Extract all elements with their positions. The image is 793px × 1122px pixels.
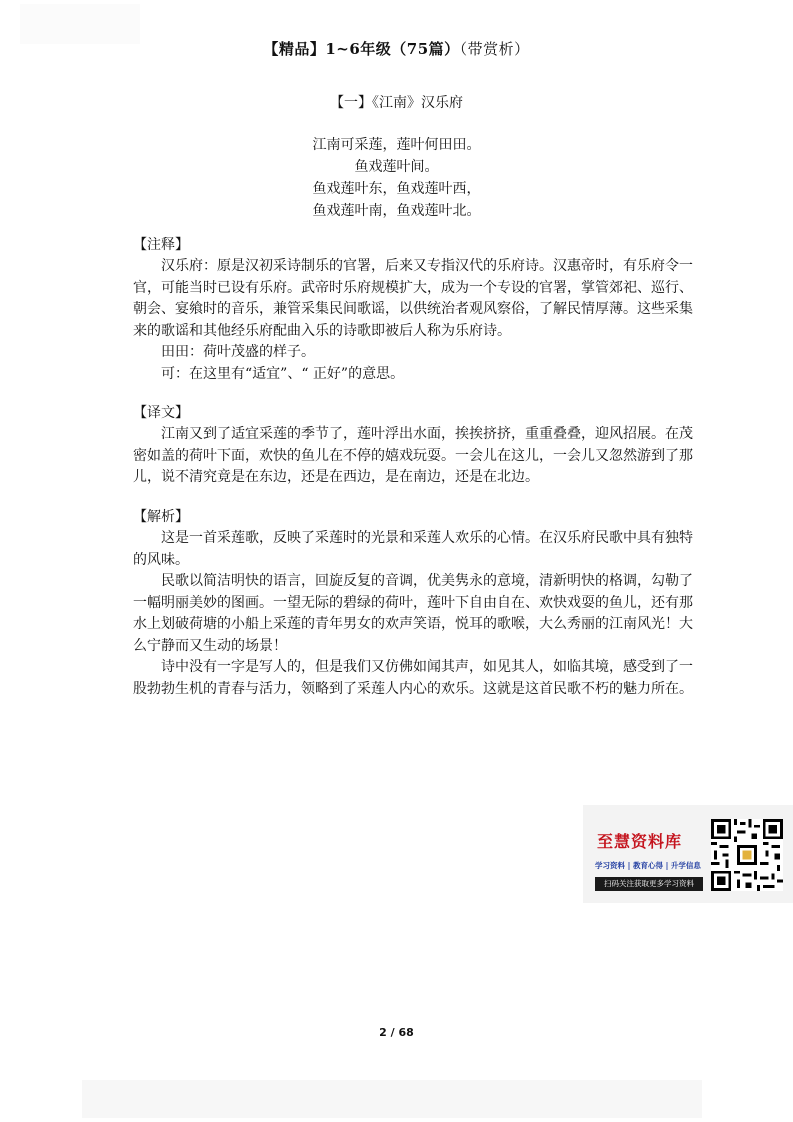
notes-heading: 【注释】 xyxy=(133,237,189,253)
document-title xyxy=(0,38,793,59)
analysis-paragraph: 诗中没有一字是写人的，但是我们又仿佛如闻其声，如见其人，如临其境，感受到了一股勃勃生机的青春与活力，领略到了采莲人内心的欢乐。这就是这首民歌不朽的魅力所在。 xyxy=(133,659,693,697)
footer-band xyxy=(82,1080,702,1118)
promo-brand: 至慧资料库 xyxy=(597,832,683,851)
analysis-paragraph: 民歌以简洁明快的语言，回旋反复的音调，优美隽永的意境，清新明快的格调，勾勒了一幅明丽美妙的图画。一望无际的碧绿的荷叶，莲叶下自由自在、欢快戏耍的鱼儿，还有那水上划破荷塘的小船上采莲的青年男女的欢声笑语，悦耳的歌喉，大么秀丽的江南风光！大么宁静而又生动的场景！ xyxy=(133,573,693,654)
translation-section xyxy=(133,402,693,489)
promo-banner[interactable] xyxy=(583,805,793,903)
notes-paragraph: 田田：荷叶茂盛的样子。 xyxy=(161,344,315,360)
translation-heading: 【译文】 xyxy=(133,405,189,421)
promo-slogan: 扫码关注获取更多学习资料 xyxy=(595,877,703,891)
poem-body xyxy=(0,134,793,222)
document-title-suffix: （带赏析） xyxy=(459,40,530,58)
poem-line: 鱼戏莲叶间。 xyxy=(354,159,439,175)
promo-tags: 学习资料 | 教育心得 | 升学信息 xyxy=(595,861,701,870)
document-title-main: 【精品】1~6年级（75篇） xyxy=(263,40,460,58)
analysis-paragraph: 这是一首采莲歌，反映了采莲时的光景和采莲人欢乐的心情。在汉乐府民歌中具有独特的风味。 xyxy=(133,530,693,568)
page-number: 2 / 68 xyxy=(379,1026,414,1039)
notes-paragraph: 汉乐府：原是汉初采诗制乐的官署，后来又专指汉代的乐府诗。汉惠帝时，有乐府令一官，可能当时已设有乐府。武帝时乐府规模扩大，成为一个专设的官署，掌管郊祀、巡行、朝会、宴飨时的音乐，兼管采集民间歌谣，以供统治者观风察俗，了解民情厚薄。这些采集来的歌谣和其他经乐府配曲入乐的诗歌即被后人称为乐府诗。 xyxy=(133,258,693,339)
poem-line: 鱼戏莲叶南，鱼戏莲叶北。 xyxy=(312,203,481,219)
translation-paragraph: 江南又到了适宜采莲的季节了，莲叶浮出水面，挨挨挤挤，重重叠叠，迎风招展。在茂密如盖的荷叶下面，欢快的鱼儿在不停的嬉戏玩耍。一会儿在这儿，一会儿又忽然游到了那儿，说不清究竟是在东边，还是在西边，是在南边，还是在北边。 xyxy=(133,426,693,485)
notes-paragraph: 可：在这里有“适宜”、“ 正好”的意思。 xyxy=(161,365,405,382)
poem-line: 鱼戏莲叶东，鱼戏莲叶西， xyxy=(312,181,481,197)
analysis-heading: 【解析】 xyxy=(133,509,189,525)
analysis-section xyxy=(133,506,693,700)
poem-title: 【一】《江南》汉乐府 xyxy=(330,95,463,111)
poem-line: 江南可采莲，莲叶何田田。 xyxy=(312,137,481,153)
qr-code-icon[interactable] xyxy=(711,819,783,891)
notes-section xyxy=(133,234,693,385)
